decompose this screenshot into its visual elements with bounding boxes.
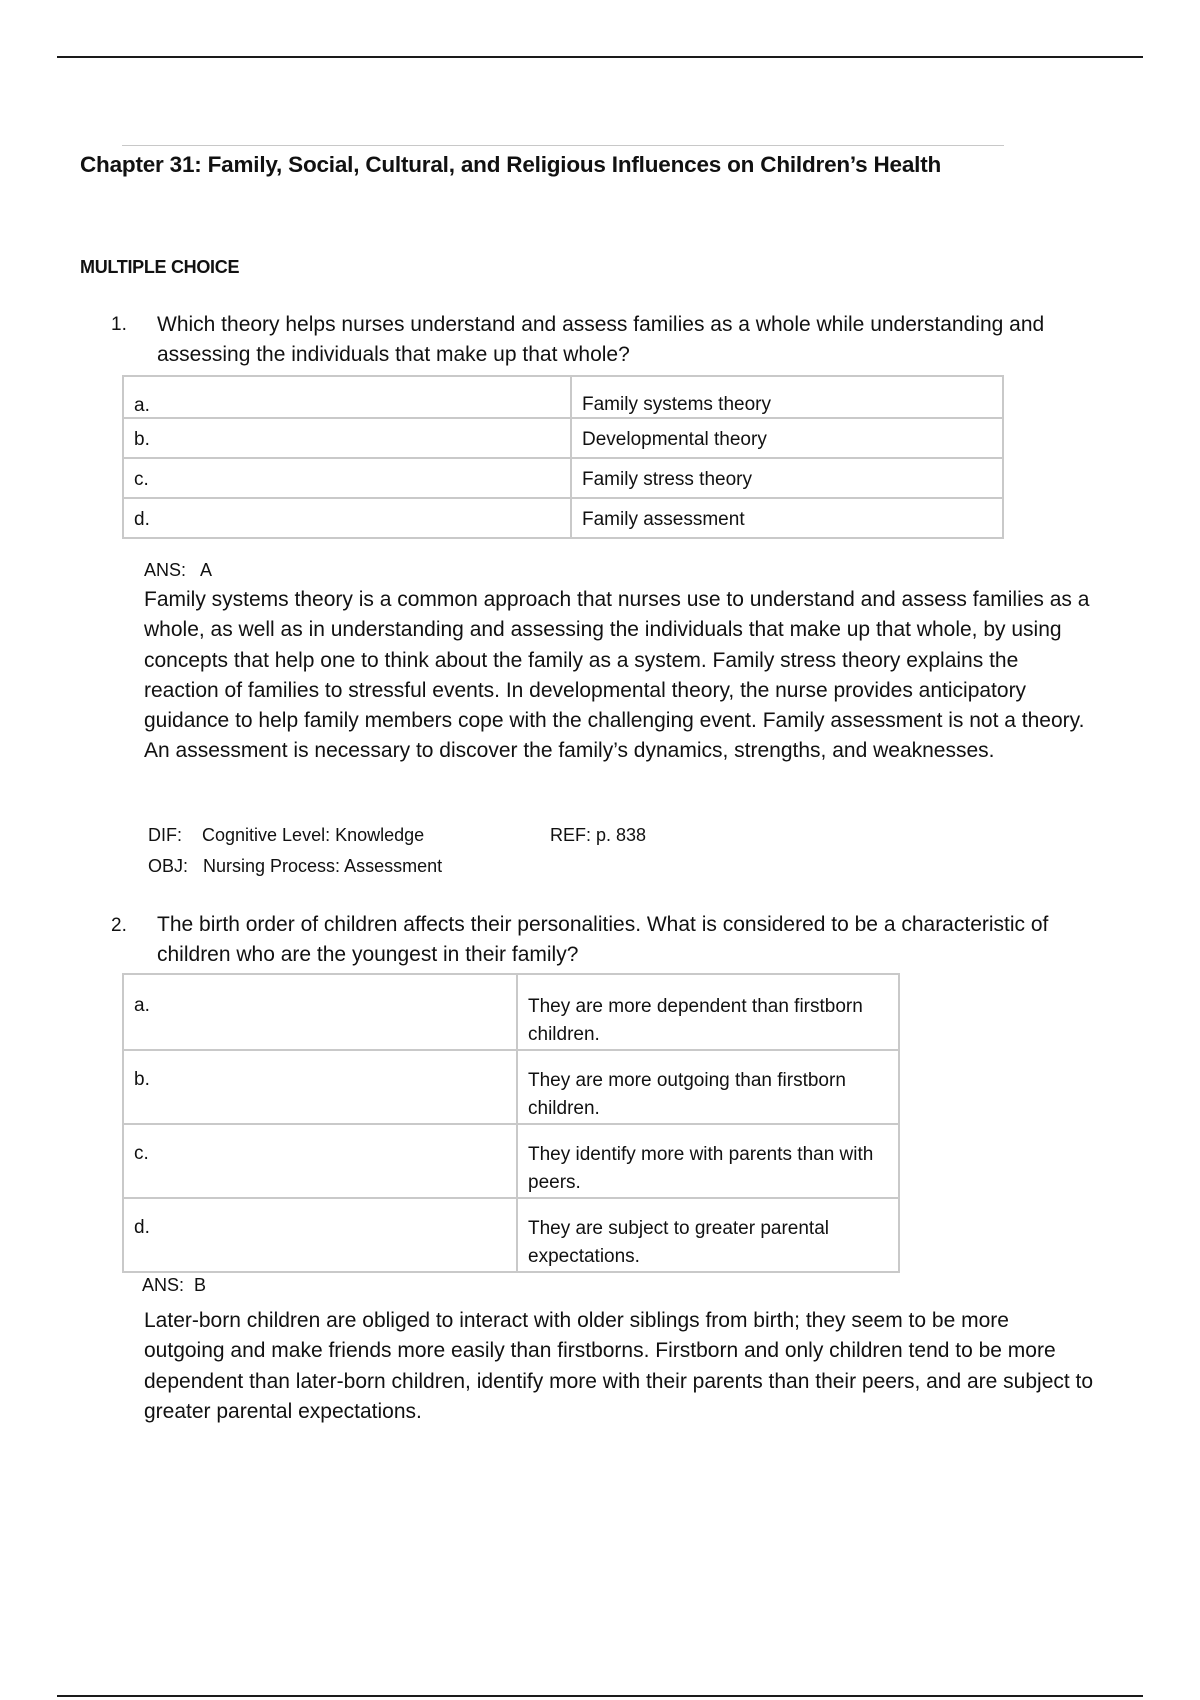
rationale: Later-born children are obliged to interact with older siblings from birth; they seem to be more outgoing and make friends more easily than firstborns. Firstborn and only children tend to be more dependent than later-born children, identify more with their parents than their peers, and are subject to greater parental expectations.: [144, 1309, 1094, 1423]
choice-letter: b.: [123, 1050, 517, 1124]
choices-table: [122, 375, 1004, 539]
choice-text[interactable]: They are more outgoing than firstborn children.: [517, 1050, 899, 1124]
choice-letter: c.: [123, 458, 571, 498]
answer-key: ANS: A: [144, 560, 213, 580]
choice-text[interactable]: They are more dependent than firstborn children.: [517, 974, 899, 1050]
choice-row: [123, 376, 1003, 418]
section-heading: MULTIPLE CHOICE: [80, 257, 240, 277]
title-rule: [122, 145, 1004, 146]
difficulty-level: DIF: Cognitive Level: Knowledge: [148, 825, 425, 845]
question-text: The birth order of children affects their personalities. What is considered to be a characteristic of children who are the youngest in their family?: [157, 913, 1049, 966]
chapter-title: Chapter 31: Family, Social, Cultural, and Religious Influences on Children’s Health: [80, 152, 942, 177]
choice-letter: a.: [123, 974, 517, 1050]
top-rule: [57, 56, 1143, 58]
choice-text[interactable]: They identify more with parents than with peers.: [517, 1124, 899, 1198]
choice-row: [123, 1198, 899, 1272]
choice-row: [123, 418, 1003, 458]
choice-text[interactable]: Family stress theory: [571, 458, 1003, 498]
question-number: 1.: [111, 314, 127, 335]
choice-row: [123, 498, 1003, 538]
choice-row: [123, 458, 1003, 498]
answer-key: ANS: B: [142, 1275, 207, 1295]
bottom-rule: [57, 1695, 1143, 1697]
choice-row: [123, 1050, 899, 1124]
choice-letter: b.: [123, 418, 571, 458]
rationale: Family systems theory is a common approach that nurses use to understand and assess families as a whole, as well as in understanding and assessing the individuals that make up that whole, by using concepts that help one to think about the family as a system. Family stress theory explains the reaction of families to stressful events. In developmental theory, the nurse provides anticipatory guidance to help family members cope with the challenging event. Family assessment is not a theory. An assessment is necessary to discover the family’s dynamics, strengths, and weaknesses.: [144, 588, 1090, 763]
choice-text[interactable]: Family assessment: [571, 498, 1003, 538]
choice-letter: a.: [123, 376, 571, 418]
choice-letter: d.: [123, 498, 571, 538]
question-text: Which theory helps nurses understand and assess families as a whole while understanding and assessing the individuals that make up that whole?: [157, 313, 1045, 366]
choice-row: [123, 1124, 899, 1198]
question-number: 2.: [111, 915, 127, 936]
choice-text[interactable]: They are subject to greater parental expectations.: [517, 1198, 899, 1272]
page-reference: REF: p. 838: [550, 825, 647, 845]
choice-text[interactable]: Developmental theory: [571, 418, 1003, 458]
objective: OBJ: Nursing Process: Assessment: [148, 856, 443, 876]
choice-letter: d.: [123, 1198, 517, 1272]
choice-text[interactable]: Family systems theory: [571, 376, 1003, 418]
choice-letter: c.: [123, 1124, 517, 1198]
choice-row: [123, 974, 899, 1050]
choices-table: [122, 973, 900, 1273]
